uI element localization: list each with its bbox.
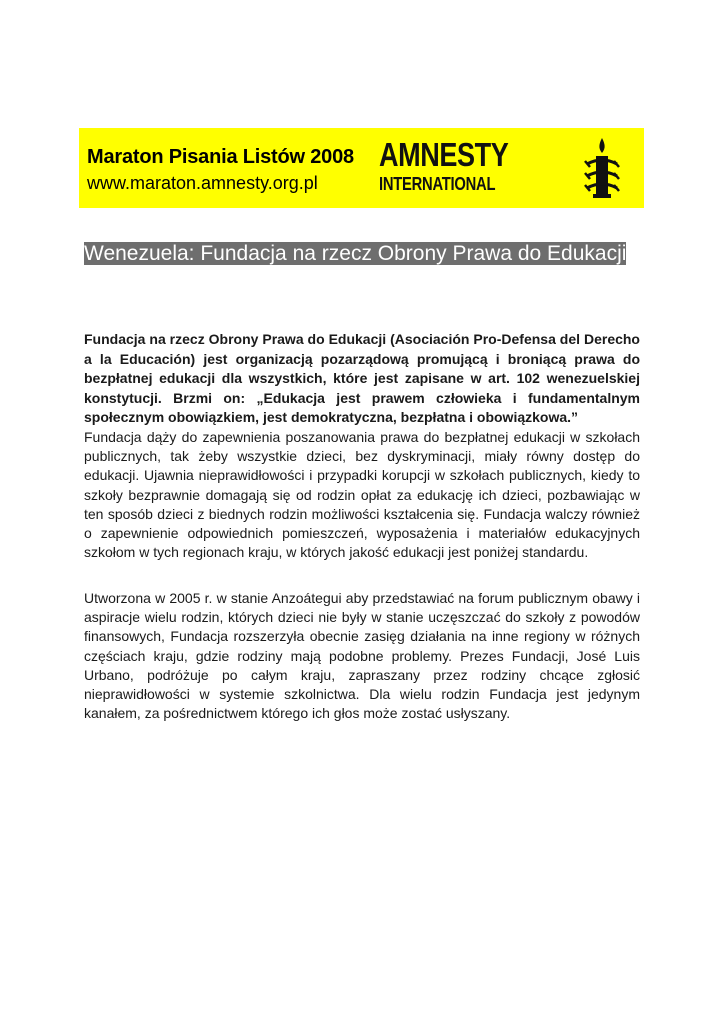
campaign-url[interactable]: www.maraton.amnesty.org.pl xyxy=(87,173,318,193)
candle-barbed-wire-icon xyxy=(577,134,627,202)
campaign-title: Maraton Pisania Listów 2008 xyxy=(87,146,354,168)
logo-line-amnesty: AMNESTY xyxy=(379,136,509,173)
amnesty-logo xyxy=(379,138,537,193)
article-heading-text: Wenezuela: Fundacja na rzecz Obrony Prawa do Edukacji xyxy=(84,242,627,265)
campaign-banner xyxy=(79,128,644,208)
body-paragraph: Fundacja dąży do zapewnienia poszanowania prawa do bezpłatnej edukacji w szkołach publicznych, tak żeby wszystkie dzieci, bez dyskryminacji, miały równy dostęp do edukacji. Ujawnia nieprawidłowości i przypadki korupcji w szkołach publicznych, kiedy to szkoły bezprawnie domagają się od rodzin opłat za edukację ich dzieci, pozbawiając w ten sposób dzieci z biednych rodzin możliwości kształcenia się. Fundacja walczy również o zapewnienie odpowiednich pomieszczeń, wyposażenia i materiałów edukacyjnych szkołom w tych regionach kraju, w których jakość edukacji jest poniżej standardu. xyxy=(84,429,640,561)
body-paragraph: Utworzona w 2005 r. w stanie Anzoátegui aby przedstawiać na forum publicznym obawy i aspiracje wielu rodzin, których dzieci nie były w stanie uczęszczać do szkoły z powodów finansowych, Fundacja rozszerzyła obecnie zasięg działania na inne regiony w różnych częściach kraju, gdzie rodziny mają podobne problemy. Prezes Fundacji, José Luis Urbano, podróżuje po całym kraju, zapraszany przez rodziny chcące zgłosić nieprawidłowości w systemie szkolnictwa. Dla wielu rodzin Fundacja jest jedynym kanałem, za pośrednictwem którego ich głos może zostać usłyszany. xyxy=(84,590,640,722)
lead-paragraph: Fundacja na rzecz Obrony Prawa do Edukacji (Asociación Pro-Defensa del Derecho a la Educación) jest organizacją pozarządową promującą i broniącą prawa do bezpłatnej edukacji dla wszystkich, które jest zapisane w art. 102 wenezuelskiej konstytucji. Brzmi on: „Edukacja jest prawem człowieka i fundamentalnym społecznym obowiązkiem, jest demokratyczna, bezpłatna i obowiązkowa.” xyxy=(84,331,640,425)
article-heading xyxy=(84,240,640,267)
logo-line-international: INTERNATIONAL xyxy=(379,174,496,194)
